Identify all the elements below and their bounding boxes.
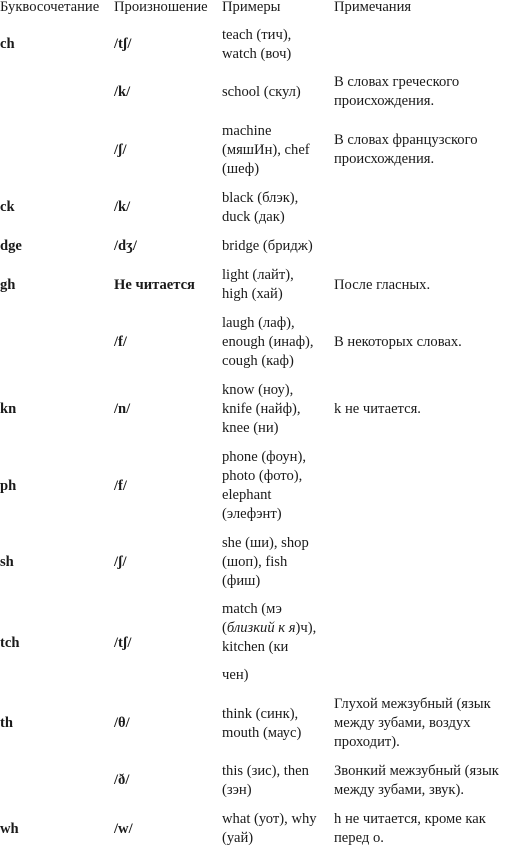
example-line: she (ши), shop (222, 535, 309, 551)
examples-cell (222, 266, 294, 304)
example-line: (фиш) (222, 573, 261, 589)
example-line: high (хай) (222, 286, 283, 302)
pronunciation-cell: /ʃ/ (114, 142, 127, 158)
note-line: происхождения. (334, 151, 435, 167)
example-line: kitchen (ки (222, 639, 289, 655)
pronunciation-cell: /f/ (114, 334, 127, 350)
pronunciation-cell: /ð/ (114, 772, 130, 788)
note-line: между зубами, воздух (334, 715, 471, 731)
example-line: cough (каф) (222, 353, 294, 369)
examples-cell (222, 600, 316, 685)
example-line: watch (воч) (222, 46, 292, 62)
pronunciation-cell: /k/ (114, 84, 131, 100)
note-line: перед о. (334, 830, 384, 846)
example-italic-note: близкий к я (226, 620, 296, 636)
examples-cell (222, 810, 317, 848)
example-line: duck (дак) (222, 209, 285, 225)
note-line: h не читается, кроме как (334, 811, 486, 827)
example-line: mouth (маус) (222, 725, 302, 741)
example-line (222, 619, 316, 638)
example-line: know (ноу), (222, 382, 294, 398)
notes-cell (334, 810, 486, 848)
examples-cell (222, 448, 306, 524)
example-line: (шоп), fish (222, 554, 288, 570)
example-line: (уай) (222, 830, 254, 846)
pronunciation-cell: /f/ (114, 478, 127, 494)
notes-cell (334, 400, 421, 419)
example-line: phone (фоун), (222, 449, 306, 465)
example-line: laugh (лаф), (222, 315, 295, 331)
combination-cell: tch (0, 635, 20, 651)
example-line: knee (ни) (222, 420, 279, 436)
pronunciation-cell: /tʃ/ (114, 635, 132, 651)
example-line: чен) (222, 667, 249, 683)
examples-cell (222, 381, 301, 438)
examples-cell (222, 237, 313, 256)
pronunciation-cell: /n/ (114, 401, 131, 417)
combination-cell: dge (0, 238, 22, 254)
pronunciation-cell: /ʃ/ (114, 554, 127, 570)
notes-cell (334, 762, 499, 800)
note-line: В словах греческого (334, 74, 460, 90)
example-line: machine (222, 123, 272, 139)
example-line: (элефэнт) (222, 506, 282, 522)
example-line: (мяшИн), chef (222, 142, 310, 158)
notes-cell (334, 131, 478, 169)
example-line: match (мэ (222, 601, 282, 617)
examples-cell (222, 314, 314, 371)
example-line: elephant (222, 487, 272, 503)
example-line: (зэн) (222, 782, 252, 798)
pronunciation-cell: /k/ (114, 199, 131, 215)
example-line: think (синк), (222, 706, 299, 722)
examples-cell (222, 705, 301, 743)
header-notes: Примечания (334, 0, 412, 15)
example-line: teach (тич), (222, 27, 292, 43)
notes-cell (334, 695, 491, 752)
combination-cell: sh (0, 554, 14, 570)
pronunciation-cell: Не читается (114, 277, 195, 293)
example-line: black (блэк), (222, 190, 299, 206)
example-line: enough (инаф), (222, 334, 314, 350)
pronunciation-cell: /w/ (114, 821, 133, 837)
example-line: what (уот), why (222, 811, 317, 827)
notes-cell (334, 73, 459, 111)
note-line: После гласных. (334, 277, 431, 293)
pronunciation-cell: /dʒ/ (114, 238, 137, 254)
examples-cell (222, 83, 301, 102)
pronunciation-cell: /tʃ/ (114, 36, 132, 52)
note-line: происхождения. (334, 93, 435, 109)
combination-cell: ph (0, 478, 17, 494)
example-line: school (скул) (222, 84, 301, 100)
example-line: knife (найф), (222, 401, 301, 417)
example-line: light (лайт), (222, 267, 294, 283)
notes-cell (334, 333, 462, 352)
note-line: проходит). (334, 734, 400, 750)
note-line: Глухой межзубный (язык (334, 696, 491, 712)
combination-cell: gh (0, 277, 16, 293)
example-line: (шеф) (222, 161, 260, 177)
example-line: photo (фото), (222, 468, 303, 484)
examples-cell (222, 534, 309, 591)
examples-cell (222, 26, 291, 64)
combination-cell: wh (0, 821, 19, 837)
pronunciation-cell: /θ/ (114, 715, 130, 731)
header-examples: Примеры (222, 0, 281, 15)
examples-cell (222, 189, 298, 227)
examples-cell (222, 762, 309, 800)
examples-cell (222, 122, 310, 179)
note-line: между зубами, звук). (334, 782, 465, 798)
example-line: bridge (бридж) (222, 238, 313, 254)
example-paren-open: ( (222, 620, 227, 636)
example-paren-close: )ч), (295, 620, 317, 636)
example-line: this (зис), then (222, 763, 309, 779)
note-line: k не читается. (334, 401, 421, 417)
note-line: В некоторых словах. (334, 334, 462, 350)
notes-cell (334, 276, 430, 295)
combination-cell: ch (0, 36, 15, 52)
header-pronunciation: Произношение (114, 0, 208, 15)
combination-cell: kn (0, 401, 17, 417)
combination-cell: th (0, 715, 13, 731)
note-line: Звонкий межзубный (язык (334, 763, 499, 779)
note-line: В словах французского (334, 132, 478, 148)
combination-cell: ck (0, 199, 15, 215)
header-combination: Буквосочетание (0, 0, 100, 15)
